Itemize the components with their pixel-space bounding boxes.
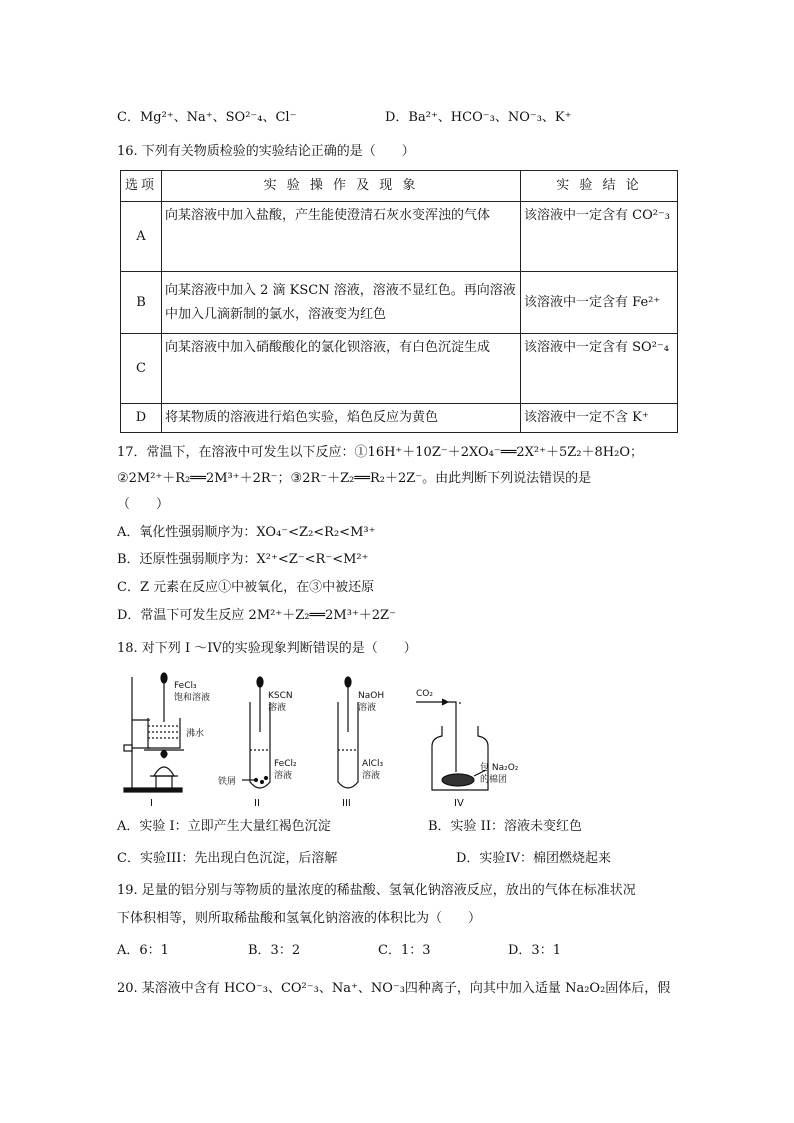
table-header-row [121, 171, 678, 202]
q19-line-2: 下体积相等，则所取稀盐酸和氢氧化钠溶液的体积比为（ ） [117, 911, 482, 926]
fig-ii-reagent-1: KSCN [268, 691, 293, 701]
row-option: C [121, 334, 162, 404]
q18-choice-b: B．实验 II：溶液未变红色 [428, 819, 582, 834]
q17-choice-d: D．常温下可发生反应 2M²⁺＋Z₂══2M³⁺＋2Z⁻ [117, 608, 396, 623]
row-operation: 向某溶液中加入盐酸，产生能使澄清石灰水变浑浊的气体 [162, 202, 521, 272]
header-result: 实 验 结 论 [521, 171, 678, 202]
table-row [121, 272, 678, 334]
row-option: B [121, 272, 162, 334]
fig-iii-sol-1: AlCl₃ [362, 759, 384, 769]
fig-i-water: 沸水 [186, 729, 205, 739]
apparatus-iv [416, 699, 488, 790]
q20-line-1: 20. 某溶液中含有 HCO⁻₃、CO²⁻₃、Na⁺、NO⁻₃四种离子，向其中加入适量 Na₂O₂固体后，假 [117, 981, 671, 996]
fig-ii-sol-1: FeCl₂ [274, 759, 297, 769]
q19-line-1: 19. 足量的铝分别与等物质的量浓度的稀盐酸、氢氧化钠溶液反应，放出的气体在标准状况 [117, 883, 636, 898]
fig-ii-sol-2: 溶液 [274, 771, 293, 781]
q17-line-3: （ ） [117, 497, 170, 512]
table-row [121, 202, 678, 272]
q16-stem: 16. 下列有关物质检验的实验结论正确的是（ ） [117, 144, 415, 159]
q17-line-2: ②2M²⁺＋R₂══2M³⁺＋2R⁻；③2R⁻＋Z₂══R₂＋2Z⁻。由此判断下列说法错误的是 [117, 471, 592, 486]
fig-ii-label: II [254, 798, 260, 809]
q19-choice-c: C．1：3 [378, 943, 431, 958]
q18-choice-a: A．实验 I：立即产生大量红褐色沉淀 [117, 819, 331, 834]
q18-figure [120, 672, 680, 816]
row-result: 该溶液中一定含有 SO²⁻₄ [521, 334, 678, 404]
fig-ii-iron: 铁屑 [218, 777, 237, 787]
fig-iv-text-2: 的棉团 [480, 775, 508, 785]
table-row [121, 404, 678, 433]
q19-choice-a: A．6：1 [117, 943, 169, 958]
row-operation: 向某溶液中加入硝酸酸化的氯化钡溶液，有白色沉淀生成 [162, 334, 521, 404]
q18-choice-d: D．实验IV：棉团燃烧起来 [456, 851, 611, 866]
q18-stem: 18. 对下列 I ～IV的实验现象判断错误的是（ ） [117, 641, 417, 656]
fig-iii-label: III [342, 798, 351, 809]
row-result: 该溶液中一定含有 CO²⁻₃ [521, 202, 678, 272]
q19-choice-b: B．3：2 [248, 943, 301, 958]
fig-iii-reagent-1: NaOH [358, 691, 385, 701]
apparatus-iii [338, 677, 358, 788]
q15-choice-c: C．Mg²⁺、Na⁺、SO²⁻₄、Cl⁻ [117, 110, 297, 125]
q17-choice-c: C．Z 元素在反应①中被氧化，在③中被还原 [117, 580, 375, 595]
q19-choice-d: D．3：1 [508, 943, 561, 958]
q18-choice-c: C．实验III：先出现白色沉淀，后溶解 [117, 851, 338, 866]
fig-ii-reagent-2: 溶液 [268, 703, 287, 713]
apparatus-ii [242, 677, 270, 788]
fig-iv-gas: CO₂ [416, 689, 433, 699]
fig-iii-sol-2: 溶液 [362, 771, 381, 781]
q16-table [120, 170, 678, 433]
row-result: 该溶液中一定含有 Fe²⁺ [521, 272, 678, 334]
fig-iv-text-1: 包 Na₂O₂ [480, 763, 519, 773]
fig-iii-reagent-2: 溶液 [358, 703, 377, 713]
fig-iv-label: IV [454, 798, 464, 809]
q15-choice-d: D．Ba²⁺、HCO⁻₃、NO⁻₃、K⁺ [385, 110, 572, 125]
row-result: 该溶液中一定不含 K⁺ [521, 404, 678, 433]
fig-i-reagent-1: FeCl₃ [174, 681, 197, 691]
q17-choice-b: B．还原性强弱顺序为：X²⁺<Z⁻<R⁻<M²⁺ [117, 552, 369, 567]
header-operation: 实 验 操 作 及 现 象 [162, 171, 521, 202]
row-option: A [121, 202, 162, 272]
fig-i-reagent-2: 饱和溶液 [174, 693, 211, 703]
q17-choice-a: A．氧化性强弱顺序为：XO₄⁻<Z₂<R₂<M³⁺ [117, 525, 376, 540]
header-option: 选项 [121, 171, 162, 202]
row-option: D [121, 404, 162, 433]
row-operation: 向某溶液中加入 2 滴 KSCN 溶液，溶液不显红色。再向溶液中加入几滴新制的氯水，溶液变为红色 [162, 272, 521, 334]
q17-line-1: 17．常温下，在溶液中可发生以下反应：①16H⁺＋10Z⁻＋2XO₄⁻══2X²⁺＋5Z₂＋8H₂O； [117, 445, 643, 460]
table-row [121, 334, 678, 404]
row-operation: 将某物质的溶液进行焰色实验，焰色反应为黄色 [162, 404, 521, 433]
fig-i-label: I [150, 798, 153, 809]
